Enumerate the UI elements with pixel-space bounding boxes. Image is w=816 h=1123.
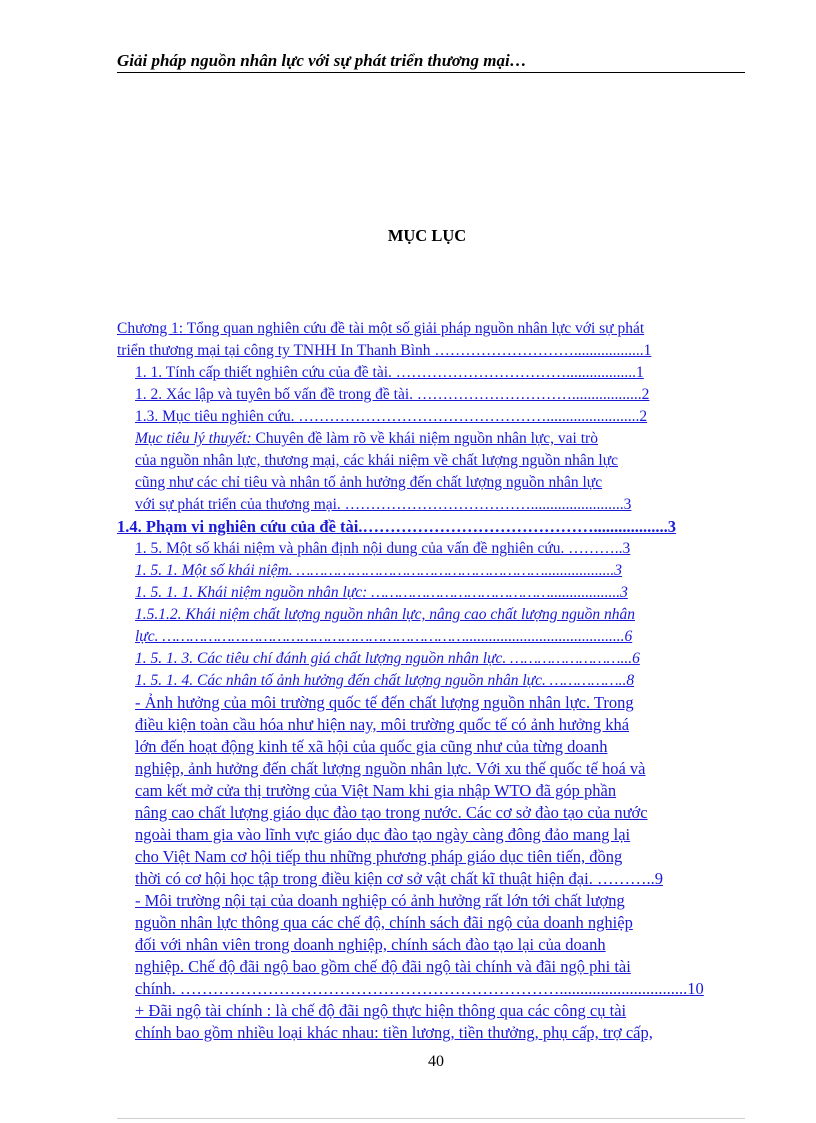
page-title: MỤC LỤC xyxy=(387,226,467,245)
toc-entry[interactable]: nâng cao chất lượng giáo dục đào tạo trong nước. Các cơ sở đào tạo của nước xyxy=(135,803,648,822)
toc-entry[interactable]: 1. 1. Tính cấp thiết nghiên cứu của đề tài. ……………………………..................1 xyxy=(135,364,644,381)
toc-entry[interactable]: nghiệp, ảnh hưởng đến chất lượng nguồn nhân lực. Với xu thế quốc tế hoá và xyxy=(135,759,646,778)
table-of-contents xyxy=(117,318,739,1044)
toc-entry[interactable]: cho Việt Nam cơ hội tiếp thu những phương pháp giáo dục tiên tiến, đồng xyxy=(135,847,623,866)
page-number: 40 xyxy=(428,1053,444,1070)
toc-entry[interactable]: chính bao gồm nhiều loại khác nhau: tiền lương, tiền thưởng, phụ cấp, trợ cấp, xyxy=(135,1023,653,1042)
toc-entry[interactable]: 1. 5. 1. Một số khái niệm. ………………………………………………..................3 xyxy=(135,562,623,579)
toc-entry[interactable]: đối với nhân viên trong doanh nghiệp, chính sách đào tạo lại của doanh xyxy=(135,935,606,954)
toc-entry[interactable]: 1. 5. 1. 3. Các tiêu chí đánh giá chất lượng nguồn nhân lực. ……………………...6 xyxy=(135,650,640,667)
toc-entry[interactable]: cũng như các chỉ tiêu và nhân tố ảnh hưởng đến chất lượng nguồn nhân lực xyxy=(135,474,603,491)
toc-entry[interactable]: Chương 1: Tổng quan nghiên cứu đề tài một số giải pháp nguồn nhân lực với sự phát xyxy=(117,320,645,337)
bottom-divider xyxy=(117,1118,745,1119)
toc-entry[interactable]: 1.5.1.2. Khái niệm chất lượng nguồn nhân lực, nâng cao chất lượng nguồn nhân xyxy=(135,606,635,623)
toc-entry[interactable]: lớn đến hoạt động kinh tế xã hội của quốc gia cũng như của từng doanh xyxy=(135,737,608,756)
running-header: Giải pháp nguồn nhân lực với sự phát triển thương mại… xyxy=(117,50,745,73)
toc-entry[interactable]: 1. 5. Một số khái niệm và phân định nội dung của vấn đề nghiên cứu. ………..3 xyxy=(135,540,631,557)
toc-entry[interactable]: 1. 5. 1. 1. Khái niệm nguồn nhân lực: …………………………………..................3 xyxy=(135,584,628,601)
toc-entry[interactable]: 1. 2. Xác lập và tuyên bố vấn đề trong đề tài. …………………………..................2 xyxy=(135,386,650,403)
toc-entry[interactable]: + Đãi ngộ tài chính : là chế độ đãi ngộ thực hiện thông qua các công cụ tài xyxy=(135,1001,627,1020)
toc-entry-italic-prefix: Mục tiêu lý thuyết: xyxy=(135,430,252,447)
toc-entry[interactable]: lực. ………………………………………………………….........................................6 xyxy=(135,628,633,645)
toc-entry[interactable]: điều kiện toàn cầu hóa như hiện nay, môi trường quốc tế có ảnh hưởng khá xyxy=(135,715,630,734)
toc-entry[interactable]: 1.4. Phạm vi nghiên cứu của đề tài.……………………………………..................3 xyxy=(117,517,677,536)
toc-entry[interactable]: 1.3. Mục tiêu nghiên cứu. …………………………………………........................2 xyxy=(135,408,648,425)
toc-entry[interactable]: ngoài tham gia vào lĩnh vực giáo dục đào tạo ngày càng đông đảo mang lại xyxy=(135,825,631,844)
toc-entry[interactable]: thời có cơ hội học tập trong điều kiện cơ sở vật chất kĩ thuật hiện đại. ………..9 xyxy=(135,869,663,888)
toc-entry[interactable]: nguồn nhân lực thông qua các chế độ, chính sách đãi ngộ của doanh nghiệp xyxy=(135,913,633,932)
toc-entry[interactable]: - Môi trường nội tại của doanh nghiệp có ảnh hưởng rất lớn tới chất lượng xyxy=(135,891,625,910)
toc-entry[interactable]: của nguồn nhân lực, thương mại, các khái niệm về chất lượng nguồn nhân lực xyxy=(135,452,619,469)
toc-entry[interactable]: 1. 5. 1. 4. Các nhân tố ảnh hưởng đến chất lượng nguồn nhân lực. ……………..8 xyxy=(135,672,635,689)
toc-entry[interactable]: cam kết mở cửa thị trường của Việt Nam khi gia nhập WTO đã góp phần xyxy=(135,781,617,800)
toc-entry[interactable]: nghiệp. Chế độ đãi ngộ bao gồm chế độ đãi ngộ tài chính và đãi ngộ phi tài xyxy=(135,957,631,976)
toc-entry[interactable]: với sự phát triển của thương mại. ………………………………........................3 xyxy=(135,496,632,513)
toc-entry[interactable]: triển thương mại tại công ty TNHH In Thanh Bình ………………………..................1 xyxy=(117,342,652,359)
toc-entry[interactable]: chính. ……………………………………………………………...............................10 xyxy=(135,979,704,998)
toc-entry[interactable]: Mục tiêu lý thuyết: Chuyên đề làm rõ về khái niệm nguồn nhân lực, vai trò xyxy=(135,430,598,447)
toc-entry[interactable]: - Ảnh hưởng của môi trường quốc tế đến chất lượng nguồn nhân lực. Trong xyxy=(135,693,634,712)
